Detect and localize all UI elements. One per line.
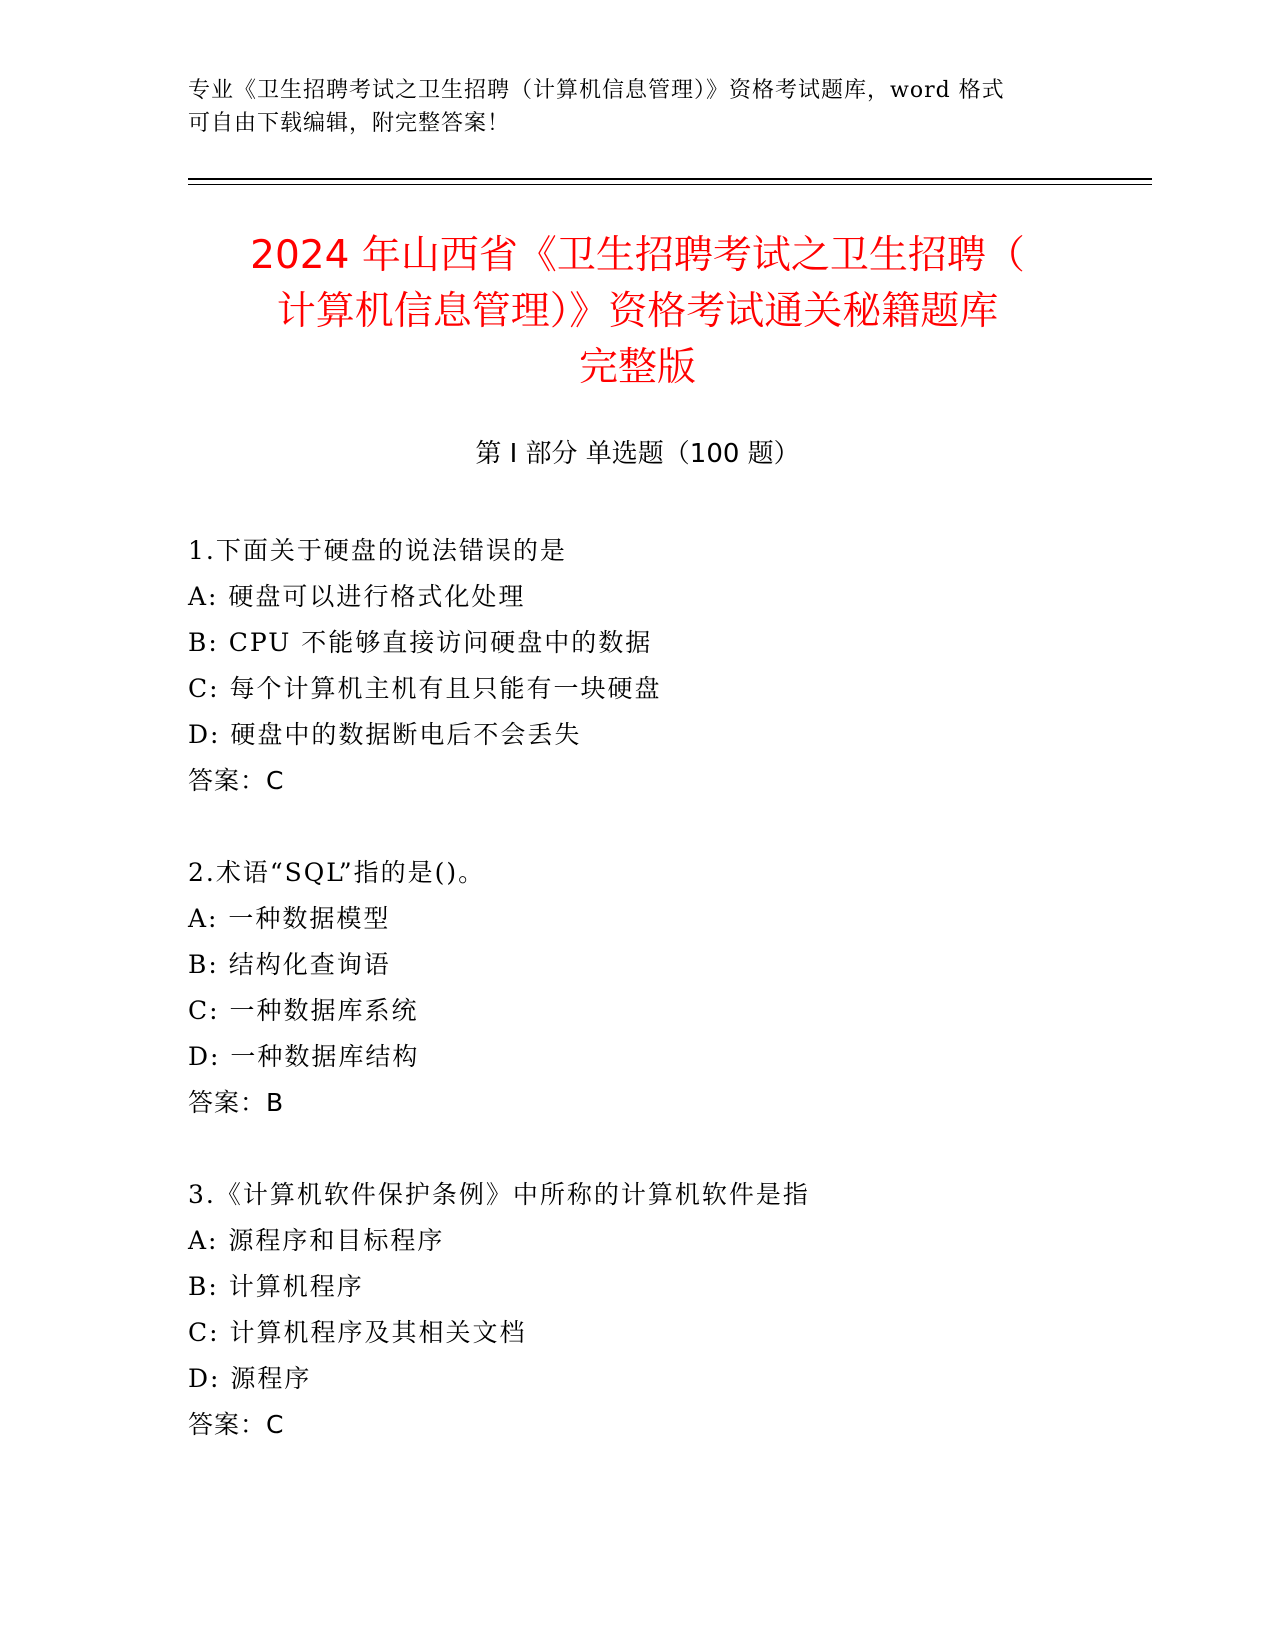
option-d: D: 源程序 bbox=[188, 1364, 312, 1393]
header-note bbox=[188, 74, 1088, 140]
document-title bbox=[150, 228, 1125, 396]
option-b: B: CPU 不能够直接访问硬盘中的数据 bbox=[188, 628, 653, 657]
option-a: A: 硬盘可以进行格式化处理 bbox=[188, 582, 526, 611]
section-title: 第 I 部分 单选题（100 题） bbox=[475, 439, 800, 469]
answer: 答案：C bbox=[188, 766, 285, 795]
answer: 答案：C bbox=[188, 1410, 285, 1439]
document-title-line-3: 完整版 bbox=[578, 345, 696, 390]
question-stem: 2.术语“SQL”指的是()。 bbox=[188, 858, 486, 887]
option-c: C: 一种数据库系统 bbox=[188, 996, 419, 1025]
question-3 bbox=[188, 1172, 1148, 1448]
question-list bbox=[188, 528, 1148, 1494]
option-c: C: 每个计算机主机有且只能有一块硬盘 bbox=[188, 674, 662, 703]
header-note-line-1: 专业《卫生招聘考试之卫生招聘（计算机信息管理）》资格考试题库，word 格式 bbox=[188, 78, 1005, 103]
option-a: A: 源程序和目标程序 bbox=[188, 1226, 445, 1255]
option-a: A: 一种数据模型 bbox=[188, 904, 391, 933]
question-2 bbox=[188, 850, 1148, 1126]
answer: 答案：B bbox=[188, 1088, 285, 1117]
option-b: B: 结构化查询语 bbox=[188, 950, 391, 979]
header-divider-thin bbox=[188, 184, 1152, 185]
document-title-line-1: 2024 年山西省《卫生招聘考试之卫生招聘（ bbox=[250, 233, 1025, 278]
question-stem: 1.下面关于硬盘的说法错误的是 bbox=[188, 536, 567, 565]
option-d: D: 硬盘中的数据断电后不会丢失 bbox=[188, 720, 582, 749]
option-b: B: 计算机程序 bbox=[188, 1272, 364, 1301]
question-stem: 3.《计算机软件保护条例》中所称的计算机软件是指 bbox=[188, 1180, 810, 1209]
question-1 bbox=[188, 528, 1148, 804]
document-title-line-2: 计算机信息管理）》资格考试通关秘籍题库 bbox=[276, 289, 999, 334]
option-d: D: 一种数据库结构 bbox=[188, 1042, 420, 1071]
header-divider-thick bbox=[188, 178, 1152, 180]
option-c: C: 计算机程序及其相关文档 bbox=[188, 1318, 527, 1347]
header-note-line-2: 可自由下载编辑，附完整答案！ bbox=[188, 111, 511, 136]
